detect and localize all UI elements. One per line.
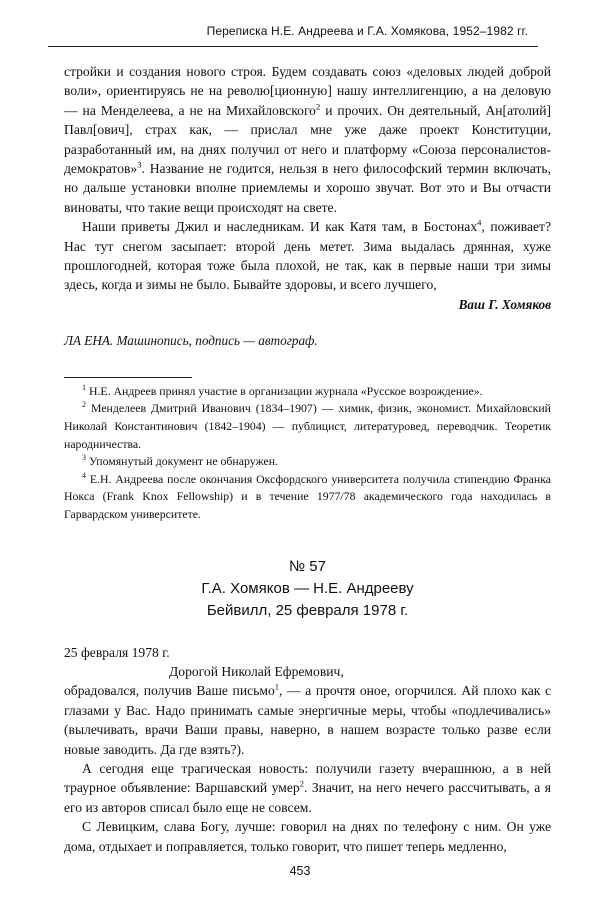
letter-paragraph: обрадовался, получив Ваше письмо$^1$, — а прочтя оное, огорчился. Ай плохо как с глазами у Вас. Надо принимать самые энергичные меры, чтобы «подлечивались» (вылечивать, врачи Ваши правы, наверно, в нашем возрасте только разве если новые заводить. Да где взять?). (64, 681, 551, 757)
page-body (64, 62, 551, 856)
footnote: $^1$ Н.Е. Андреев принял участие в организации журнала «Русское возрождение». (82, 382, 483, 398)
document-number: № 57 (289, 557, 326, 575)
letter-paragraph: С Левицким, слава Богу, лучше: говорил на днях по телефону с ним. Он уже дома, отдыхает и поправляется, только говорит, что пишет теперь медленно, (64, 819, 551, 854)
page-number: 453 (289, 864, 311, 878)
footnote: $^3$ Упомянутый документ не обнаружен. (82, 453, 278, 469)
letter-paragraph: Наши приветы Джил и наследникам. И как Катя там, в Бостонах$^4$, поживает? Нас тут снегом засыпает: второй день метет. Зима выдалась дрянная, хуже прошлогодней, которая тоже была плохой, не так, как в первые наши три зимы здесь, когда и зимы не было. Бывайте здоровы, и всего лучшего, (64, 217, 551, 293)
footnote-ref: 1 (274, 681, 279, 692)
footnote: $^4$ Е.Н. Андреева после окончания Оксфордского университета получила стипендию Франка Нокса (Frank Knox Fellowship) и в течение 1977/78 академического года находилась в Гарвардском университете. (64, 470, 552, 522)
footnote-ref: 3 (137, 159, 142, 170)
footnote-ref: 4 (477, 217, 482, 228)
footnote-ref: 2 (315, 101, 321, 112)
archive-note: ЛА ЕНА. Машинопись, подпись — автограф. (64, 332, 318, 348)
footnote-ref: 2 (299, 778, 304, 789)
document-place-date: Бейвилл, 25 февраля 1978 г. (206, 601, 409, 619)
letter-paragraph: стройки и создания нового строя. Будем создавать союз «деловых людей доброй воли», ориентируясь не на револю[ционную] нашу интеллигенцию, а на деловую — на Менделеева, а не на Михайловского$^2$ и прочих. Он деятельный, Ан[атолий] Павл[ович], страх как, — прислал мне уже даже проект Конституции, разработанный им, на днях получил от него и платформу «Союза персоналистов-демократов»$^3$. Название не годится, нельзя в него философский термин включать, но дальше установки вполне приемлемы и хорошо звучат. Вот это и Вы отчасти виноваты, что такие вещи происходят на свете. (64, 64, 551, 215)
document-parties: Г.А. Хомяков — Н.Е. Андрееву (201, 579, 414, 597)
running-header: Переписка Н.Е. Андреева и Г.А. Хомякова, 1952–1982 гг. (206, 24, 528, 38)
letter-date: 25 февраля 1978 г. (64, 644, 170, 660)
header-rule (48, 46, 538, 47)
salutation: Дорогой Николай Ефремович, (169, 664, 344, 680)
footnote-rule (64, 377, 192, 378)
footnote: $^2$ Менделеев Дмитрий Иванович (1834–1907) — химик, физик, экономист. Михайловский Николай Константинович (1842–1904) — публицист, литературовед, переводчик. Теоретик народничества. (64, 400, 551, 451)
letter-paragraph: А сегодня еще трагическая новость: получили газету вчерашнюю, а в ней траурное объявление: Варшавский умер$^2$. Значит, на него нечего рассчитывать, а я его из авторов списал было еще не совсем. (64, 761, 551, 815)
signature: Ваш Г. Хомяков (458, 296, 551, 312)
